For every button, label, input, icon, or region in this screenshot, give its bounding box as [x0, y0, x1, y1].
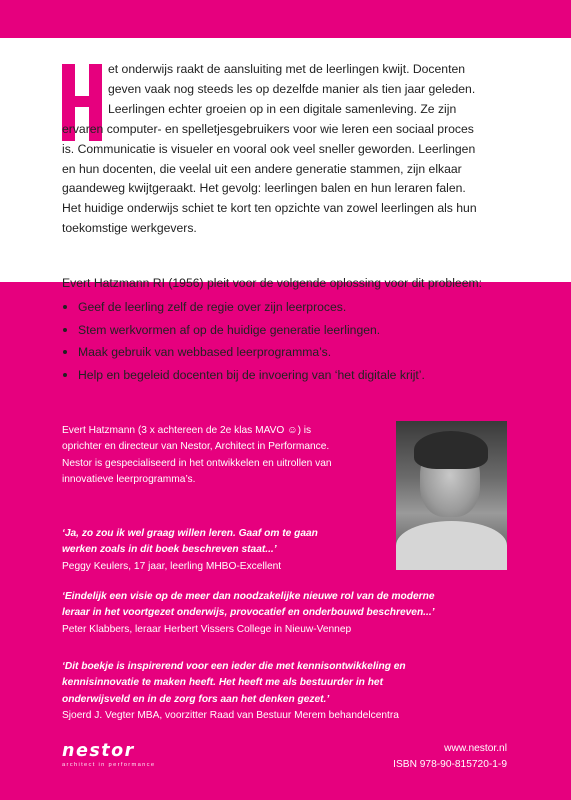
testimonial-author: Sjoerd J. Vegter MBA, voorzitter Raad van Bestuur Merem behandelcentra	[62, 709, 399, 721]
list-item: Maak gebruik van webbased leerprogramma’s.	[62, 341, 425, 364]
bio-line: innovatieve leerprogramma’s.	[62, 473, 196, 485]
top-magenta-band	[0, 0, 571, 38]
bio-line: Nestor is gespecialiseerd in het ontwikkelen en uitrollen van	[62, 457, 332, 469]
intro-line: Het huidige onderwijs schiet te kort ten opzichte van zowel leerlingen als hun	[62, 201, 477, 216]
testimonial	[62, 589, 542, 638]
intro-line: en hun docenten, die veelal uit een andere generatie stammen, zijn elkaar	[62, 161, 462, 176]
quote-line: leraar in het voortgezet onderwijs, provocatief en onderbouwd beschreven...’	[62, 607, 435, 619]
intro-line: gaandeweg kwijtgeraakt. Het gevolg: leerlingen balen en hun leraren falen.	[62, 181, 466, 196]
quote-line: ‘Ja, zo zou ik wel graag willen leren. Gaaf om te gaan	[62, 528, 318, 539]
solution-list	[62, 296, 425, 386]
quote-line: onderwijsveld en in de zorg fors aan het denken gezet.’	[62, 693, 330, 705]
quote-line: ‘Dit boekje is inspirerend voor een ieder die met kennisontwikkeling en	[62, 661, 406, 672]
list-item: Stem werkvormen af op de huidige generatie leerlingen.	[62, 319, 425, 342]
testimonial-text	[62, 526, 542, 559]
intro-line: Leerlingen echter groeien op in een digitale samenleving. Ze zijn	[108, 101, 457, 116]
quote-line: ‘Eindelijk een visie op de meer dan noodzakelijke nieuwe rol van de moderne	[62, 591, 435, 602]
intro-line: ervaren computer- en spelletjesgebruikers voor wie leren een sociaal proces	[62, 121, 474, 136]
publication-info	[393, 741, 507, 774]
bio-line: Evert Hatzmann (3 x achtereen de 2e klas MAVO ☺) is	[62, 425, 312, 436]
intro-line: is. Communicatie is visueler en vooral ook veel sneller geworden. Leerlingen	[62, 141, 476, 156]
testimonial	[62, 526, 542, 575]
logo-wordmark: nestor	[62, 741, 135, 761]
quote-line: werken zoals in dit boek beschreven staat...’	[62, 544, 277, 556]
solution-lead-in: Evert Hatzmann RI (1956) pleit voor de volgende oplossing voor dit probleem:	[62, 276, 483, 290]
website-url: www.nestor.nl	[444, 743, 507, 754]
intro-line: et onderwijs raakt de aansluiting met de leerlingen kwijt. Docenten	[108, 62, 466, 76]
testimonial	[62, 659, 542, 724]
intro-text	[62, 60, 532, 239]
list-item: Geef de leerling zelf de regie over zijn leerproces.	[62, 296, 425, 319]
logo-tagline: architect in performance	[62, 762, 156, 768]
testimonial-author: Peter Klabbers, leraar Herbert Vissers College in Nieuw-Vennep	[62, 623, 352, 635]
testimonial-author: Peggy Keulers, 17 jaar, leerling MHBO-Excellent	[62, 560, 282, 572]
nestor-logo	[62, 741, 155, 769]
quote-line: kennisinnovatie te maken heeft. Het heeft me als bestuurder in het	[62, 677, 383, 689]
author-bio	[62, 423, 402, 488]
bio-line: oprichter en directeur van Nestor, Architect in Performance.	[62, 441, 330, 453]
intro-line: geven vaak nog steeds les op dezelfde manier als tien jaar geleden.	[108, 81, 476, 96]
testimonial-text	[62, 589, 542, 622]
isbn: ISBN 978-90-815720-1-9	[393, 759, 507, 771]
list-item: Help en begeleid docenten bij de invoering van ‘het digitale krijt’.	[62, 364, 425, 387]
intro-line: toekomstige werkgevers.	[62, 221, 197, 236]
testimonial-text	[62, 659, 542, 708]
